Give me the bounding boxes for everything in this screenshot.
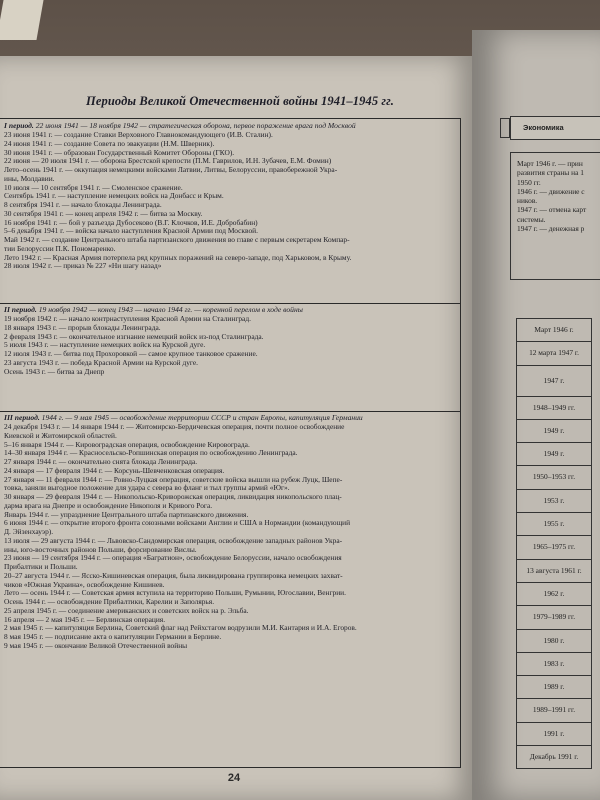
event-line: Осень 1943 г. — битва за Днепр <box>4 367 105 376</box>
event-line: 24 июня 1941 г. — создание Совета по эвакуации (Н.М. Шверник). <box>4 139 215 148</box>
timeline-row: 1991 г. <box>517 723 592 746</box>
event-line: 8 мая 1945 г. — подписание акта о капитуляции Германии в Берлине. <box>4 633 222 641</box>
event-line: Прибалтики и Польши. <box>4 563 78 571</box>
event-line: 30 января — 29 февраля 1944 г. — Никопольско-Криворожская операция, ликвидация никопольского плац- <box>4 493 342 501</box>
timeline-row: 1989–1991 гг. <box>517 699 592 722</box>
event-line: 24 декабря 1943 г. — 14 января 1944 г. — Житомирско-Бердичевская операция, почти полное освобождение <box>4 423 345 431</box>
event-line: Д. Эйзенхауэр). <box>4 528 54 536</box>
period-header <box>0 119 460 131</box>
note-line: 1947 г. — денежная р <box>517 224 585 234</box>
event-line: Январь 1944 г. — упразднение Центрального штаба партизанского движения. <box>4 510 249 519</box>
timeline-row: 1965–1975 гг. <box>517 536 592 559</box>
note-line: 1946 г. — движение с <box>517 186 585 196</box>
event-line: 16 апреля — 2 мая 1945 г. — Берлинская операция. <box>4 615 166 624</box>
note-line: системы. <box>517 214 546 224</box>
event-line: 24 января — 17 февраля 1944 г. — Корсунь-Шевченковская операция. <box>4 466 225 475</box>
timeline-row: 1953 г. <box>517 490 592 513</box>
event-line: ины, Молдавии. <box>4 174 55 183</box>
page-number: 24 <box>227 772 241 784</box>
event-line: 8 сентября 1941 г. — начало блокады Ленинграда. <box>4 201 162 209</box>
period-2 <box>0 303 460 412</box>
periods-table <box>0 118 461 768</box>
event-line: 23 июня — 19 сентября 1944 г. — операция «Багратион», освобождение Белоруссии, начало освобождения <box>4 554 342 563</box>
timeline-row: 1962 г. <box>517 583 592 606</box>
timeline-row: 1950–1953 гг. <box>517 466 592 489</box>
event-line: 20–27 августа 1944 г. — Ясско-Кишиневская операция, была ликвидирована группировка немецких захват- <box>4 571 343 580</box>
period-summary: 19 ноября 1942 — конец 1943 — начало 1944 гг. — коренной перелом в ходе войны <box>38 305 303 314</box>
event-line: Осень 1944 г. — освобождение Прибалтики, Карелии и Заполярья. <box>4 598 215 606</box>
event-line: 14–30 января 1944 г. — Красносельско-Ропшинская операция по освобождению Ленинграда. <box>4 449 298 458</box>
timeline-row: 1947 г. <box>517 366 592 397</box>
event-line: 5–16 января 1944 г. — Кировоградская операция, освобождение Кировограда. <box>4 440 250 449</box>
event-line: 12 июля 1943 г. — битва под Прохоровкой — самое крупное танковое сражение. <box>4 350 258 358</box>
event-line: 9 мая 1945 г. — окончание Великой Отечественной войны <box>4 641 188 650</box>
timeline-row: 1949 г. <box>517 443 592 466</box>
timeline-table <box>516 318 600 769</box>
timeline-row: 1989 г. <box>517 676 592 699</box>
period-label: III период. <box>4 413 40 422</box>
timeline-row: Декабрь 1991 г. <box>517 746 592 769</box>
event-line: 2 февраля 1943 г. — окончательное изгнание немецкий войск из-под Сталинграда. <box>4 332 264 341</box>
economy-header: Экономика <box>510 116 600 140</box>
event-line: 30 сентября 1941 г. — конец апреля 1942 г. — битва за Москву. <box>4 209 203 218</box>
event-line: 22 июня — 20 июля 1941 г. — оборона Брестской крепости (П.М. Гаврилов, И.Н. Зубачев, Е.М. Фомин) <box>4 157 332 166</box>
period-summary: 1944 г. — 9 мая 1945 — освобождение территории СССР и стран Европы, капитуляция Германии <box>41 413 363 422</box>
event-line: 23 июня 1941 г. — создание Ставки Верховного Главнокомандующего (И.В. Сталин). <box>4 131 273 139</box>
event-line: Киевской и Житомирской областей. <box>4 431 117 440</box>
event-line: дарма врага на Днепре и освобождение Никополя и Кривого Рога. <box>4 501 213 510</box>
event-line: 19 ноября 1942 г. — начало контрнаступления Красной Армии на Сталинград. <box>4 315 251 323</box>
event-line: 23 августа 1943 г. — победа Красной Армии на Курской дуге. <box>4 358 198 367</box>
event-line: 27 января — 11 февраля 1944 г. — Ровно-Луцкая операция, советские войска вышли на рубеж Луцк, Шепе- <box>4 475 343 484</box>
book-corner <box>0 0 44 40</box>
event-line: 10 июля — 10 сентября 1941 г. — Смоленское сражение. <box>4 183 183 192</box>
timeline-row: 1979–1989 гг. <box>517 606 592 629</box>
event-line: 30 июня 1941 г. — образован Государственный Комитет Обороны (ГКО). <box>4 148 235 157</box>
note-line: развития страны на 1 <box>517 168 584 178</box>
note-line: 1947 г. — отмена карт <box>517 205 587 215</box>
economy-notes <box>510 152 600 280</box>
page-title: Периоды Великой Отечественной войны 1941–1945 гг. <box>86 94 394 108</box>
event-line: товка, заняли выгодное положение для удара с севера во фланг и тыл группы армий «Юг». <box>4 484 290 493</box>
event-line: 28 июля 1942 г. — приказ № 227 «Ни шагу назад» <box>4 262 162 271</box>
period-label: II период. <box>4 305 37 314</box>
period-1 <box>0 119 460 304</box>
right-page <box>472 30 600 800</box>
timeline-row: 1983 г. <box>517 653 592 676</box>
note-line: Март 1946 г. — прин <box>517 159 583 168</box>
event-line: чиков «Южная Украина», освобождение Кишинев. <box>4 580 165 589</box>
event-line: 13 июля — 29 августа 1944 г. — Львовско-Сандомирская операция, освобождение западных районов Укра- <box>4 536 343 545</box>
timeline-row: 1949 г. <box>517 420 592 443</box>
timeline-row: 12 марта 1947 г. <box>517 342 592 365</box>
note-line: 1950 гг. <box>517 177 541 187</box>
timeline-row: 1948–1949 гг. <box>517 397 592 420</box>
event-line: 5 июля 1943 г. — наступление немецких войск на Курской дуге. <box>4 341 206 350</box>
event-line: 27 января 1944 г. — окончательно снята блокада Ленинграда. <box>4 458 198 466</box>
event-line: 2 мая 1945 г. — капитуляция Берлина, Советский флаг над Рейхстагом водрузили М.И. Кантария и И.А. Егоров. <box>4 624 357 633</box>
event-line: 18 января 1943 г. — прорыв блокады Ленинграда. <box>4 323 161 332</box>
period-header <box>0 303 460 315</box>
header-side-cell <box>500 118 510 138</box>
event-line: 6 июня 1944 г. — открытие второго фронта союзными войсками Англии и США в Нормандии (командующий <box>4 519 351 528</box>
note-line: ников. <box>517 196 538 206</box>
event-line: Лето 1942 г. — Красная Армия потерпела ряд крупных поражений на северо-западе, под Харьковом, в Крыму. <box>4 253 352 262</box>
timeline-row: 13 августа 1961 г. <box>517 560 592 583</box>
period-header <box>0 411 460 423</box>
event-line: Сентябрь 1941 г. — наступление немецких войск на Донбасс и Крым. <box>4 192 224 201</box>
event-line: тии Белоруссии П.К. Пономаренко. <box>4 244 116 253</box>
event-line: Лето–осень 1941 г. — оккупация немецкими войсками Латвии, Литвы, Белоруссии, правобережной Укра- <box>4 166 338 174</box>
event-line: Лето — осень 1944 г. — Советская армия вступила на территорию Польши, Румынии, Югославии, Венгрии. <box>4 589 346 598</box>
timeline-row: Март 1946 г. <box>517 318 592 342</box>
period-summary: 22 июня 1941 — 18 ноября 1942 — стратегическая оборона, первое поражение врага под Москвой <box>35 121 356 130</box>
timeline-row: 1955 г. <box>517 513 592 536</box>
event-line: 25 апреля 1945 г. — соединение американских и советских войск на р. Эльба. <box>4 606 249 615</box>
event-line: 16 ноября 1941 г. — бой у разъезда Дубосеково (В.Г. Клочков, И.Е. Добробабин) <box>4 218 258 227</box>
event-line: ины, юго-восточных районов Польши, форсирование Вислы. <box>4 545 197 554</box>
period-label: I период. <box>4 121 34 130</box>
event-line: Май 1942 г. — создание Центрального штаба партизанского движения во главе с первым секретарем Компар- <box>4 236 350 244</box>
left-page <box>0 56 478 800</box>
event-line: 5–6 декабря 1941 г. — войска начало наступления Красной Армии под Москвой. <box>4 227 258 236</box>
timeline-row: 1980 г. <box>517 630 592 653</box>
period-3 <box>0 411 460 767</box>
